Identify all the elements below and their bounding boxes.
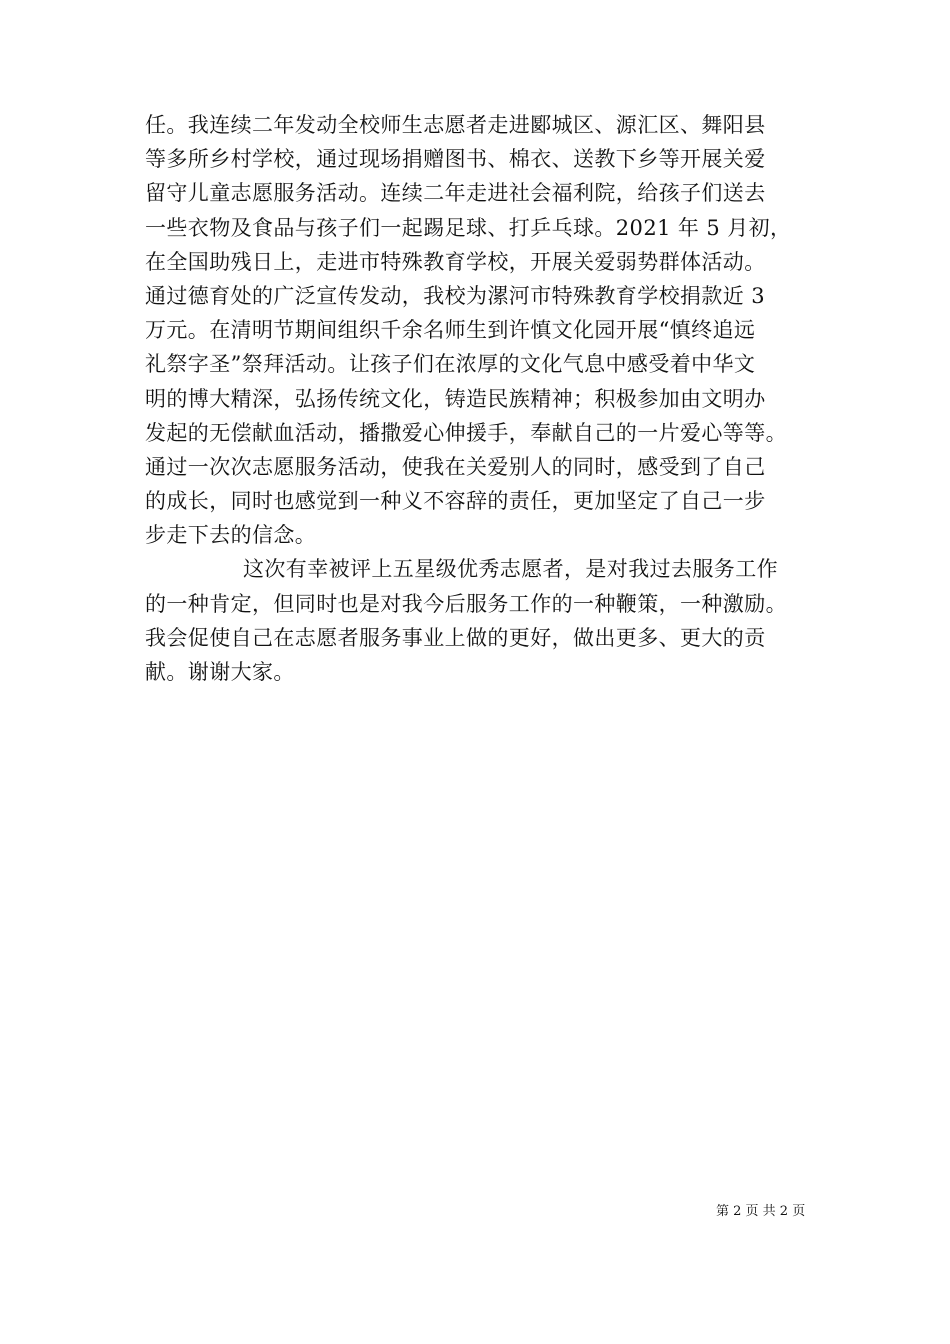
text-line-indented: 这次有幸被评上五星级优秀志愿者，是对我过去服务工作 bbox=[243, 557, 778, 582]
text-line: 留守儿童志愿服务活动。连续二年走进社会福利院，给孩子们送去 bbox=[145, 181, 766, 206]
text-line: 发起的无偿献血活动，播撒爱心伸援手，奉献自己的一片爱心等等。 bbox=[145, 420, 787, 445]
page-number-footer: 第 2 页 共 2 页 bbox=[716, 1204, 806, 1219]
text-line: 等多所乡村学校，通过现场捐赠图书、棉衣、送教下乡等开展关爱 bbox=[145, 147, 766, 172]
text-line: 万元。在清明节期间组织千余名师生到许慎文化园开展“慎终追远 bbox=[145, 318, 756, 343]
text-line: 礼祭字圣”祭拜活动。让孩子们在浓厚的文化气息中感受着中华文 bbox=[145, 352, 756, 377]
text-line: 通过德育处的广泛宣传发动，我校为漯河市特殊教育学校捐款近 3 bbox=[145, 283, 766, 308]
text-line: 的一种肯定，但同时也是对我今后服务工作的一种鞭策，一种激励。 bbox=[145, 591, 787, 616]
text-line: 通过一次次志愿服务活动，使我在关爱别人的同时，感受到了自己 bbox=[145, 454, 766, 479]
text-line: 我会促使自己在志愿者服务事业上做的更好，做出更多、更大的贡 bbox=[145, 625, 766, 650]
text-line: 一些衣物及食品与孩子们一起踢足球、打乒乓球。2021 年 5 月初， bbox=[145, 215, 792, 240]
paragraph-1 bbox=[145, 108, 825, 552]
text-line: 献。谢谢大家。 bbox=[145, 660, 295, 684]
text-line: 步走下去的信念。 bbox=[145, 523, 317, 548]
body-text bbox=[145, 108, 825, 689]
text-line: 任。我连续二年发动全校师生志愿者走进郾城区、源汇区、舞阳县 bbox=[145, 113, 766, 137]
text-line: 明的博大精深，弘扬传统文化，铸造民族精神；积极参加由文明办 bbox=[145, 386, 766, 411]
text-line: 在全国助残日上，走进市特殊教育学校，开展关爱弱势群体活动。 bbox=[145, 249, 766, 274]
paragraph-2 bbox=[145, 552, 825, 689]
text-line: 的成长，同时也感觉到一种义不容辞的责任，更加坚定了自己一步 bbox=[145, 489, 766, 514]
